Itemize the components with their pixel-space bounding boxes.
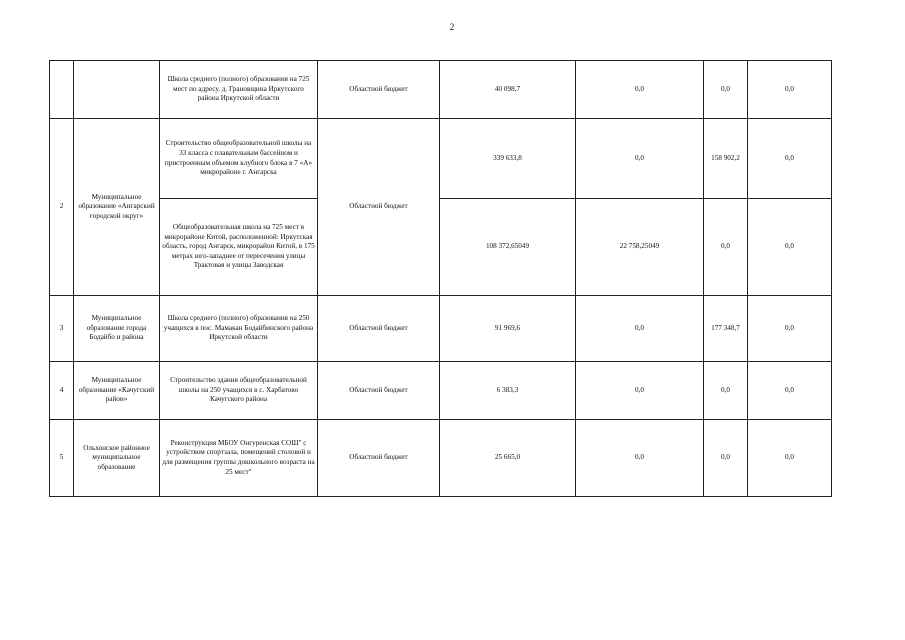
object-name-cell: Строительство общеобразовательной школы на 33 класса с плавательным бассейном и пристроенным объемом клубного блока в 7 «А» микрорайоне г. Ангарска bbox=[160, 119, 318, 199]
amount-cell: 25 665,0 bbox=[440, 420, 576, 497]
table-row bbox=[50, 296, 832, 362]
amount-cell: 0,0 bbox=[576, 420, 704, 497]
table-row bbox=[50, 362, 832, 420]
table-row bbox=[50, 199, 832, 296]
amount-cell: 0,0 bbox=[576, 362, 704, 420]
amount-cell: 158 902,2 bbox=[704, 119, 748, 199]
row-number-cell: 4 bbox=[50, 362, 74, 420]
row-number-cell: 5 bbox=[50, 420, 74, 497]
object-name-cell: Школа среднего (полного) образования на 725 мест по адресу. д. Грановщина Иркутского района Иркутской области bbox=[160, 61, 318, 119]
municipality-cell: Ольхонское районное муниципальное образование bbox=[74, 420, 160, 497]
funding-source-cell: Областной бюджет bbox=[318, 296, 440, 362]
amount-cell: 40 098,7 bbox=[440, 61, 576, 119]
funding-source-cell: Областной бюджет bbox=[318, 362, 440, 420]
amount-cell: 6 383,3 bbox=[440, 362, 576, 420]
amount-cell: 0,0 bbox=[576, 61, 704, 119]
row-number-cell bbox=[50, 61, 74, 119]
amount-cell: 91 969,6 bbox=[440, 296, 576, 362]
funding-source-cell: Областной бюджет bbox=[318, 420, 440, 497]
amount-cell: 0,0 bbox=[704, 362, 748, 420]
amount-cell: 177 348,7 bbox=[704, 296, 748, 362]
object-name-cell: Реконструкция МБОУ Онгуренская СОШ" с устройством спортзала, помещений столовой и для размещения группы дошкольного возраста на 25 мест" bbox=[160, 420, 318, 497]
amount-cell: 0,0 bbox=[748, 296, 832, 362]
amount-cell: 0,0 bbox=[748, 362, 832, 420]
municipality-cell: Муниципальное образование «Ангарский городской округ» bbox=[74, 119, 160, 296]
municipality-cell bbox=[74, 61, 160, 119]
object-name-cell: Школа среднего (полного) образования на 250 учащихся в пос. Мамакан Бодайбинского района Иркутской области bbox=[160, 296, 318, 362]
amount-cell: 0,0 bbox=[576, 296, 704, 362]
amount-cell: 22 758,25049 bbox=[576, 199, 704, 296]
table-row bbox=[50, 420, 832, 497]
funding-source-cell: Областной бюджет bbox=[318, 119, 440, 296]
municipality-cell: Муниципальное образование города Бодайбо и района bbox=[74, 296, 160, 362]
amount-cell: 0,0 bbox=[748, 61, 832, 119]
row-number-cell: 3 bbox=[50, 296, 74, 362]
object-name-cell: Общеобразовательная школа на 725 мест в микрорайоне Китой, расположенной: Иркутская область, город Ангарск, микрорайон Китой, в 175 метрах юго-западнее от пересечения улицы Трактовая и улицы Заводская bbox=[160, 199, 318, 296]
amount-cell: 0,0 bbox=[748, 119, 832, 199]
page-number: 2 bbox=[449, 22, 455, 32]
amount-cell: 0,0 bbox=[576, 119, 704, 199]
budget-table bbox=[49, 60, 832, 497]
table-row bbox=[50, 61, 832, 119]
amount-cell: 0,0 bbox=[704, 199, 748, 296]
row-number-cell: 2 bbox=[50, 119, 74, 296]
amount-cell: 0,0 bbox=[748, 199, 832, 296]
amount-cell: 339 633,8 bbox=[440, 119, 576, 199]
municipality-cell: Муниципальное образование «Качугский район» bbox=[74, 362, 160, 420]
funding-source-cell: Областной бюджет bbox=[318, 61, 440, 119]
amount-cell: 0,0 bbox=[704, 420, 748, 497]
amount-cell: 0,0 bbox=[704, 61, 748, 119]
table-row bbox=[50, 119, 832, 199]
amount-cell: 108 372,65049 bbox=[440, 199, 576, 296]
amount-cell: 0,0 bbox=[748, 420, 832, 497]
object-name-cell: Строительство здания общеобразовательной школы на 250 учащихся в с. Харбатово Качугского района bbox=[160, 362, 318, 420]
